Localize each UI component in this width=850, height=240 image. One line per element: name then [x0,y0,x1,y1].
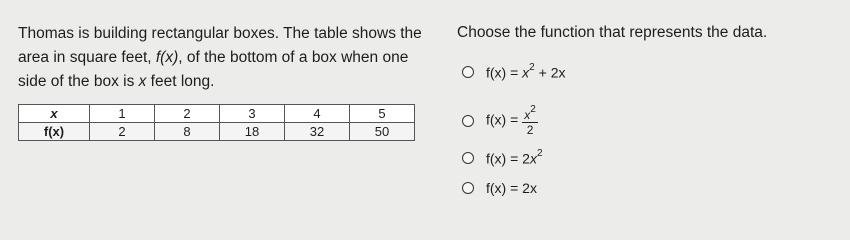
option-2[interactable] [462,106,538,136]
table-cell: 32 [285,123,350,141]
table-header-fx: f(x) [19,123,90,141]
option-3[interactable] [462,150,543,167]
fraction: $\frac{x^2}{2}$ [524,104,536,137]
table-row-x [19,105,415,123]
option-1-label: $f(x) = x^2 + 2x$ [486,62,566,81]
option-1[interactable] [462,64,565,81]
table-row-fx [19,123,415,141]
prompt-fx: f(x) [155,49,179,66]
prompt-text-1: Thomas is building rectangular boxes. The table shows the area in square feet, [18,25,422,66]
prompt-text-2: , of the bottom of a box when one side of the box is [18,49,409,90]
table-cell: 18 [220,123,285,141]
radio-button-icon[interactable] [462,152,474,164]
option-2-label: f(x) = $\frac{x^2}{2}$ [486,104,536,137]
option-4-label: f(x) = 2x [486,180,537,196]
instruction-text: Choose the function that represents the data. [457,24,768,41]
table-cell: 2 [90,123,155,141]
radio-button-icon[interactable] [462,182,474,194]
prompt-text-3: feet long. [146,73,215,90]
data-table [18,104,415,141]
option-4[interactable] [462,180,537,196]
prompt-x: x [138,73,147,90]
table-header-x: x [19,105,90,123]
table-cell: 4 [285,105,350,123]
option-3-label: $f(x) = 2x^2$ [486,148,543,167]
table-cell: 2 [155,105,220,123]
table-cell: 5 [350,105,415,123]
question-prompt [18,22,438,94]
table-cell: 1 [90,105,155,123]
table-cell: 3 [220,105,285,123]
table-cell: 8 [155,123,220,141]
radio-button-icon[interactable] [462,115,474,127]
radio-button-icon[interactable] [462,66,474,78]
table-cell: 50 [350,123,415,141]
